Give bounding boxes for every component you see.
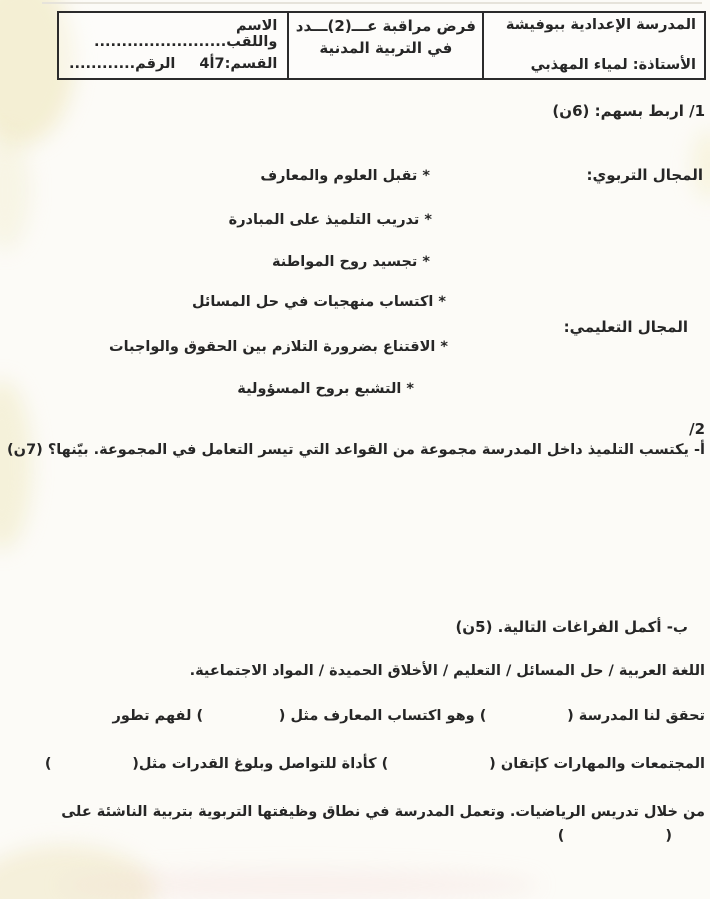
match-item: * الاقتناع بضرورة التلازم بين الحقوق والواجبات [109, 339, 448, 355]
fill-blank-line: من خلال تدريس الرياضيات. وتعمل المدرسة في نطاق وظيفتها التربوية بتربية الناشئة على [61, 804, 705, 820]
fill-blank-line: تحقق لنا المدرسة ( ) وهو اكتساب المعارف مثل ( ) لفهم تطور [112, 708, 705, 724]
scan-stain [0, 130, 30, 250]
fill-blank-line: ( ) [557, 828, 672, 844]
match-item: * اكتساب منهجيات في حل المسائل [191, 294, 446, 310]
domain-label-educational: المجال التربوي: [586, 166, 703, 184]
domain-label-teaching: المجال التعليمي: [563, 318, 688, 336]
header-cell-school [482, 13, 704, 78]
scan-stain [0, 380, 32, 550]
teacher-name: الأستاذة: لمياء المهذبي [530, 57, 696, 73]
scan-stain [692, 130, 710, 200]
student-name-field: الاسم واللقب........................ [94, 18, 278, 50]
match-item: * التشبع بروح المسؤولية [237, 381, 414, 397]
match-item: * تجسيد روح المواطنة [271, 254, 430, 270]
exam-title-line2: في التربية المدنية [319, 38, 453, 57]
question1-heading: 1/ اربط بسهم: (6ن) [552, 102, 705, 120]
question2-number: 2/ [689, 420, 705, 438]
number-field: الرقم............ [69, 56, 176, 72]
fill-blank-line: المجتمعات والمهارات كإتقان ( ) كأداة للتواصل وبلوغ القدرات مثل( ) [44, 756, 705, 772]
scan-edge-line [42, 2, 702, 4]
header-cell-exam-title [287, 13, 482, 78]
student-class-row [69, 56, 277, 72]
question2-part-b: ب- أكمل الفراغات التالية. (5ن) [455, 618, 688, 636]
question2-part-a: أ- يكتسب التلميذ داخل المدرسة مجموعة من القواعد التي تيسر التعامل في المجموعة. بيّنها؟ (7ن) [7, 442, 705, 458]
header-cell-student-info [59, 13, 287, 78]
header-table [57, 11, 706, 80]
word-bank: اللغة العربية / حل المسائل / التعليم / الأخلاق الحميدة / المواد الاجتماعية. [189, 663, 705, 679]
scan-stain [60, 868, 540, 899]
match-item: * تدريب التلميذ على المبادرة [228, 212, 432, 228]
class-field: القسم:7أ4 [199, 56, 278, 72]
school-name: المدرسة الإعدادية ببوفيشة [505, 17, 696, 33]
exam-title-line1: فرض مراقبة عـــ(2)ـــدد [295, 17, 476, 35]
scan-stain [0, 845, 155, 899]
match-item: * تقبل العلوم والمعارف [260, 168, 430, 184]
